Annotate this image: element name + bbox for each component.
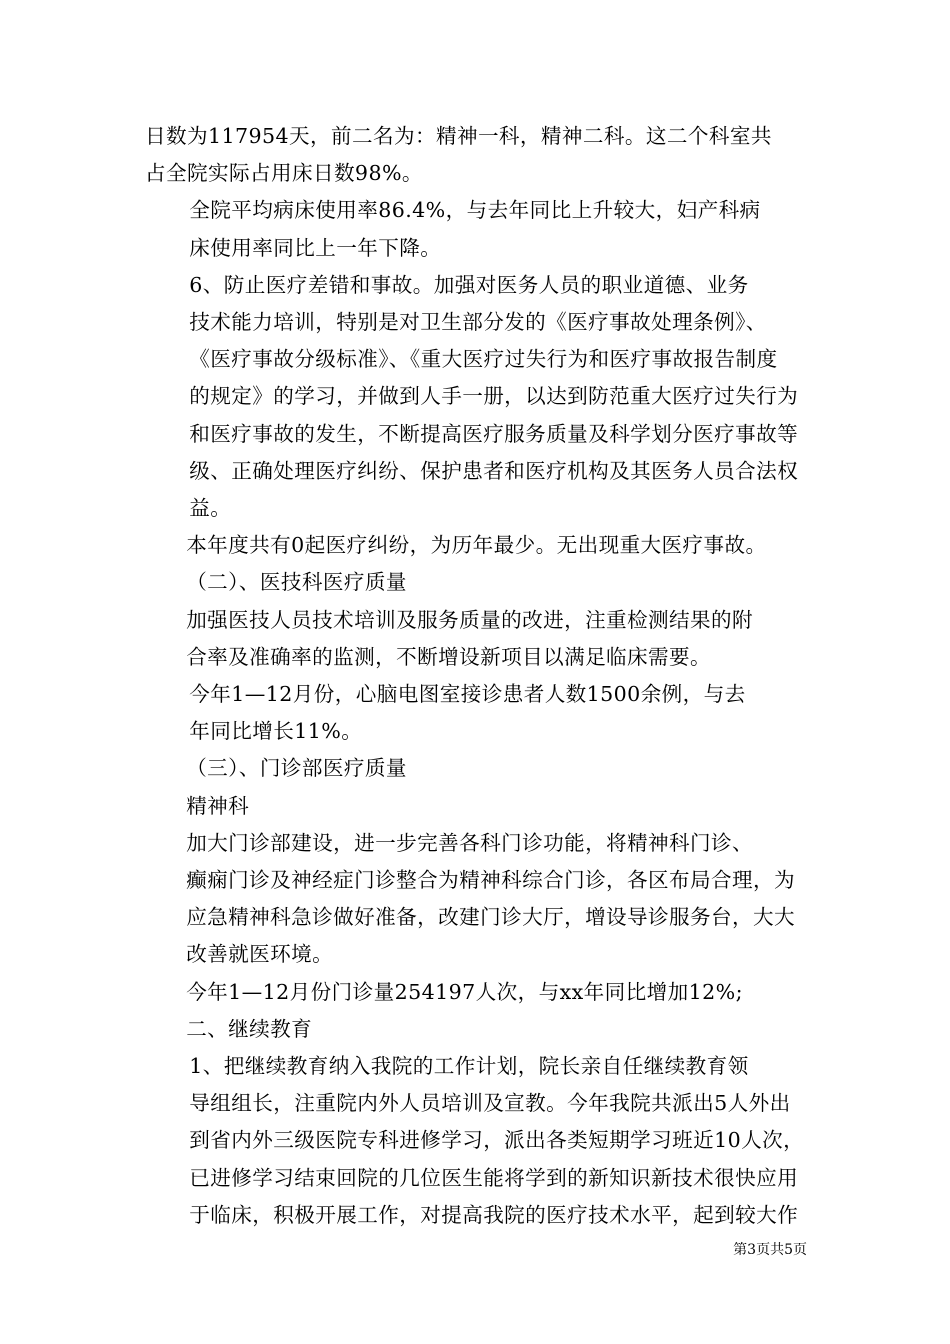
text-line: 到省内外三级医院专科进修学习，派出各类短期学习班近10人次，	[189, 1128, 805, 1153]
text-line: 本年度共有0起医疗纠纷，为历年最少。无出现重大医疗事故。	[186, 533, 767, 558]
paragraph	[145, 267, 807, 527]
paragraph	[145, 1048, 807, 1234]
text-line: 改善就医环境。	[186, 942, 334, 967]
text-line: 已进修学习结束回院的几位医生能将学到的新知识新技术很快应用	[189, 1165, 799, 1190]
text-line: 今年1—12月份，心脑电图室接诊患者人数1500余例，与去	[189, 682, 746, 707]
paragraph	[145, 602, 807, 676]
text-line: 癫痫门诊及神经症门诊整合为精神科综合门诊，各区布局合理，为	[186, 868, 796, 893]
text-line: 和医疗事故的发生，不断提高医疗服务质量及科学划分医疗事故等	[189, 421, 799, 446]
paragraph	[145, 118, 807, 192]
text-line: （二）、医技科医疗质量	[186, 570, 407, 595]
text-line: 加大门诊部建设，进一步完善各科门诊功能，将精神科门诊、	[186, 830, 754, 855]
text-line: 应急精神科急诊做好准备，改建门诊大厅，增设导诊服务台，大大	[186, 905, 796, 930]
paragraph	[145, 192, 807, 266]
paragraph	[145, 825, 807, 974]
text-line: 二、继续教育	[186, 1016, 313, 1041]
page-number: 第3页共5页	[733, 1242, 807, 1258]
text-line: 年同比增长11%。	[189, 719, 363, 744]
paragraph	[145, 788, 807, 825]
text-line: 今年1—12月份门诊量254197人次，与xx年同比增加12%;	[186, 979, 743, 1004]
text-line: 床使用率同比上一年下降。	[189, 235, 442, 260]
text-line: 加强医技人员技术培训及服务质量的改进，注重检测结果的附	[186, 607, 754, 632]
text-line: 全院平均病床使用率86.4%，与去年同比上升较大，妇产科病	[189, 198, 761, 223]
text-line: 技术能力培训，特别是对卫生部分发的《医疗事故处理条例》、	[189, 310, 767, 335]
text-line: 日数为117954天，前二名为：精神一科，精神二科。这二个科室共	[145, 124, 772, 148]
paragraph	[145, 750, 807, 787]
paragraph	[145, 1011, 807, 1048]
paragraph	[145, 974, 807, 1011]
text-line: 《医疗事故分级标准》、《重大医疗过失行为和医疗事故报告制度	[189, 347, 778, 372]
text-line: 1、把继续教育纳入我院的工作计划，院长亲自任继续教育领	[189, 1054, 749, 1079]
text-line: 占全院实际占用床日数98%。	[145, 161, 423, 186]
text-line: 于临床，积极开展工作，对提高我院的医疗技术水平，起到较大作	[189, 1202, 799, 1227]
text-line: （三）、门诊部医疗质量	[186, 756, 407, 781]
text-line: 的规定》的学习，并做到人手一册，以达到防范重大医疗过失行为	[189, 384, 799, 409]
paragraph	[145, 527, 807, 564]
paragraph	[145, 564, 807, 601]
text-line: 导组组长，注重院内外人员培训及宣教。今年我院共派出5人外出	[189, 1091, 791, 1116]
text-line: 合率及准确率的监测，不断增设新项目以满足临床需要。	[186, 644, 712, 669]
text-line: 益。	[189, 496, 232, 521]
paragraph	[145, 676, 807, 750]
document-body	[145, 118, 807, 1234]
text-line: 级、正确处理医疗纠纷、保护患者和医疗机构及其医务人员合法权	[189, 458, 799, 483]
text-line: 6、防止医疗差错和事故。加强对医务人员的职业道德、业务	[189, 272, 749, 297]
text-line: 精神科	[186, 793, 250, 818]
